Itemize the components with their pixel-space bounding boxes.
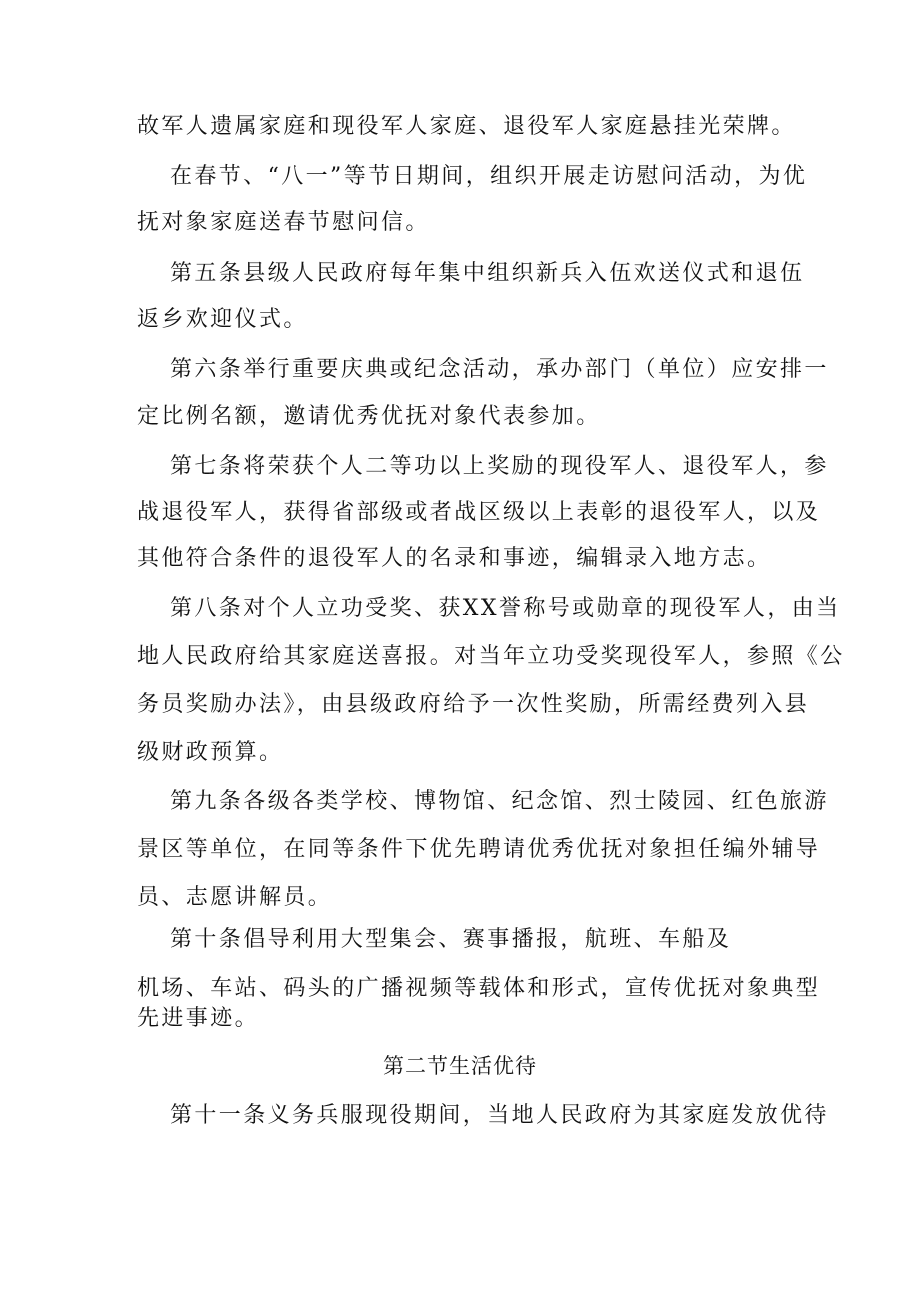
- paragraph-first-line: 第五条县级人民政府每年集中组织新兵入伍欢送仪式和退伍: [170, 261, 805, 286]
- text-line: 返乡欢迎仪式。: [137, 307, 308, 332]
- text-line: 员、志愿讲解员。: [137, 885, 333, 910]
- text-line: 级财政预算。: [137, 740, 284, 765]
- paragraph-first-line: 第十一条义务兵服现役期间，当地人民政府为其家庭发放优待: [170, 1103, 829, 1128]
- text-line: 其他符合条件的退役军人的名录和事迹，编辑录入地方志。: [137, 546, 772, 571]
- section-heading: 第二节生活优待: [383, 1054, 537, 1078]
- text-line: 抚对象家庭送春节慰问信。: [137, 210, 430, 235]
- text-line: 定比例名额，邀请优秀优抚对象代表参加。: [137, 404, 601, 429]
- text-line: 机场、车站、码头的广播视频等载体和形式，宣传优抚对象典型: [137, 976, 821, 1001]
- paragraph-first-line: 第七条将荣获个人二等功以上奖励的现役军人、退役军人，参: [170, 454, 829, 479]
- text-line: 先进事迹。: [137, 1006, 260, 1031]
- text-line: 务员奖励办法》，由县级政府给予一次性奖励，所需经费列入县: [137, 692, 810, 717]
- paragraph-first-line: 第十条倡导利用大型集会、赛事播报，航班、车船及: [170, 927, 732, 952]
- paragraph-first-line: 第六条举行重要庆典或纪念活动，承办部门（单位）应安排一: [170, 357, 829, 382]
- text-line: 战退役军人，获得省部级或者战区级以上表彰的退役军人，以及: [137, 500, 821, 525]
- text-line: 地人民政府给其家庭送喜报。对当年立功受奖现役军人，参照《公: [137, 644, 845, 669]
- paragraph-first-line: 第八条对个人立功受奖、获XX誉称号或勋章的现役军人，由当: [170, 596, 841, 621]
- text-line: 景区等单位，在同等条件下优先聘请优秀优抚对象担任编外辅导: [137, 837, 821, 862]
- paragraph-first-line: 第九条各级各类学校、博物馆、纪念馆、烈士陵园、红色旅游: [170, 789, 829, 814]
- paragraph-first-line: 在春节、“八一”等节日期间，组织开展走访慰问活动，为优: [170, 164, 808, 189]
- text-line: 故军人遗属家庭和现役军人家庭、退役军人家庭悬挂光荣牌。: [137, 114, 796, 139]
